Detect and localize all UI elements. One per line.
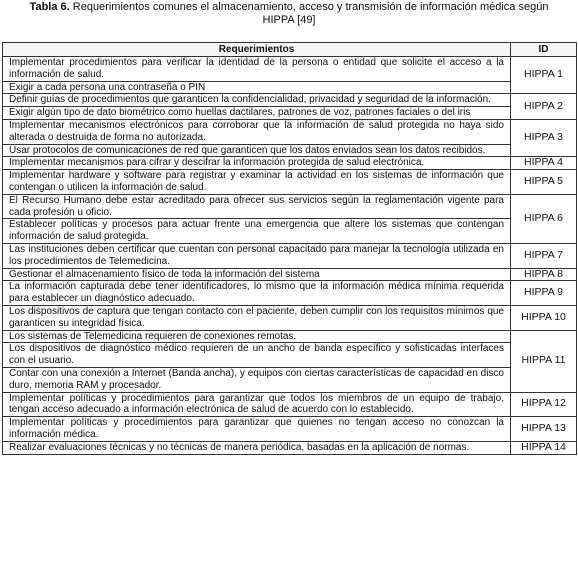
id-cell: HIPPA 1: [511, 57, 577, 94]
requirement-cell: Usar protocolos de comunicaciones de red que garanticen que los datos enviados sean los datos recibidos.: [3, 144, 511, 157]
requirement-cell: Implementar políticas y procedimientos para garantizar que quienes no tengan acceso no conozcan la información médica.: [3, 417, 511, 442]
id-cell: HIPPA 12: [511, 392, 577, 417]
requirement-cell: Las instituciones deben certificar que cuentan con personal capacitado para manejar la tecnología utilizada en los procedimientos de Telemedicina.: [3, 243, 511, 268]
table-row: [3, 343, 577, 368]
requirement-cell: Gestionar el almacenamiento físico de toda la información del sistema: [3, 268, 511, 281]
id-cell: HIPPA 8: [511, 268, 577, 281]
requirement-cell: Contar con una conexión a Internet (Banda ancha), y equipos con ciertas características de capacidad en disco duro, memoria RAM y procesador.: [3, 367, 511, 392]
table-row: [3, 119, 577, 144]
caption-text: Requerimientos comunes el almacenamiento, acceso y transmisión de información médica según HIPPA [49]: [69, 1, 549, 26]
id-cell: HIPPA 11: [511, 330, 577, 392]
table-body: [3, 57, 577, 455]
table-caption: [29, 0, 549, 27]
header-id: ID: [511, 43, 577, 57]
table-row: [3, 81, 577, 94]
caption-label: Tabla 6.: [29, 1, 70, 13]
id-cell: HIPPA 2: [511, 94, 577, 120]
id-cell: HIPPA 14: [511, 441, 577, 454]
requirement-cell: Implementar mecanismos electrónicos para corroborar que la información de salud protegida no haya sido alterada o destruida de forma no autorizada.: [3, 119, 511, 144]
requirement-cell: Realizar evaluaciones técnicas y no técnicas de manera periódica, basadas en la aplicación de normas.: [3, 441, 511, 454]
table-row: [3, 243, 577, 268]
table-row: [3, 194, 577, 219]
table-row: [3, 170, 577, 195]
requirements-table: [2, 42, 577, 455]
id-cell: HIPPA 10: [511, 305, 577, 330]
requirement-cell: Los dispositivos de captura que tengan contacto con el paciente, deben cumplir con los requisitos mínimos que garanticen su integridad física.: [3, 305, 511, 330]
requirement-cell: Implementar procedimientos para verificar la identidad de la persona o entidad que solicite el acceso a la información de salud.: [3, 57, 511, 82]
table-row: [3, 268, 577, 281]
table-row: [3, 441, 577, 454]
table-row: [3, 305, 577, 330]
requirement-cell: Exigir a cada persona una contraseña o PIN: [3, 81, 511, 94]
id-cell: HIPPA 9: [511, 281, 577, 306]
table-row: [3, 417, 577, 442]
id-cell: HIPPA 13: [511, 417, 577, 442]
id-cell: HIPPA 4: [511, 157, 577, 170]
requirement-cell: Definir guías de procedimientos que garanticen la confidencialidad, privacidad y seguridad de la información.: [3, 94, 511, 107]
requirement-cell: La información capturada debe tener identificadores, lo mismo que la información médica mínima requerida para establecer un diagnóstico adecuado.: [3, 281, 511, 306]
table-row: [3, 330, 577, 343]
table-row: [3, 107, 577, 120]
requirement-cell: Implementar mecanismos para cifrar y descifrar la información protegida de salud electrónica.: [3, 157, 511, 170]
requirement-cell: El Recurso Humano debe estar acreditado para ofrecer sus servicios según la reglamentación vigente para cada profesión u oficio.: [3, 194, 511, 219]
id-cell: HIPPA 5: [511, 170, 577, 195]
table-row: [3, 144, 577, 157]
id-cell: HIPPA 3: [511, 119, 577, 156]
requirement-cell: Los dispositivos de diagnóstico médico requieren de un ancho de banda específico y sofisticadas interfaces con el usuario.: [3, 343, 511, 368]
table-header-row: [3, 43, 577, 57]
requirement-cell: Implementar políticas y procedimientos para garantizar que todos los miembros de un equipo de trabajo, tengan acceso adecuado a información electrónica de salud de acuerdo con lo establecido.: [3, 392, 511, 417]
table-row: [3, 367, 577, 392]
header-requerimientos: Requerimientos: [3, 43, 511, 57]
table-row: [3, 94, 577, 107]
table-row: [3, 57, 577, 82]
requirement-cell: Establecer políticas y procesos para actuar frente una emergencia que altere los sistemas que contengan información de salud protegida.: [3, 219, 511, 244]
table-row: [3, 392, 577, 417]
id-cell: HIPPA 7: [511, 243, 577, 268]
table-row: [3, 157, 577, 170]
requirement-cell: Los sistemas de Telemedicina requieren de conexiones remotas.: [3, 330, 511, 343]
id-cell: HIPPA 6: [511, 194, 577, 243]
requirement-cell: Implementar hardware y software para registrar y examinar la actividad en los sistemas de información que contengan o utilicen la información de salud.: [3, 170, 511, 195]
table-row: [3, 281, 577, 306]
table-row: [3, 219, 577, 244]
requirement-cell: Exigir algún tipo de dato biométrico como huellas dactilares, patrones de voz, patrones faciales o del iris: [3, 107, 511, 120]
